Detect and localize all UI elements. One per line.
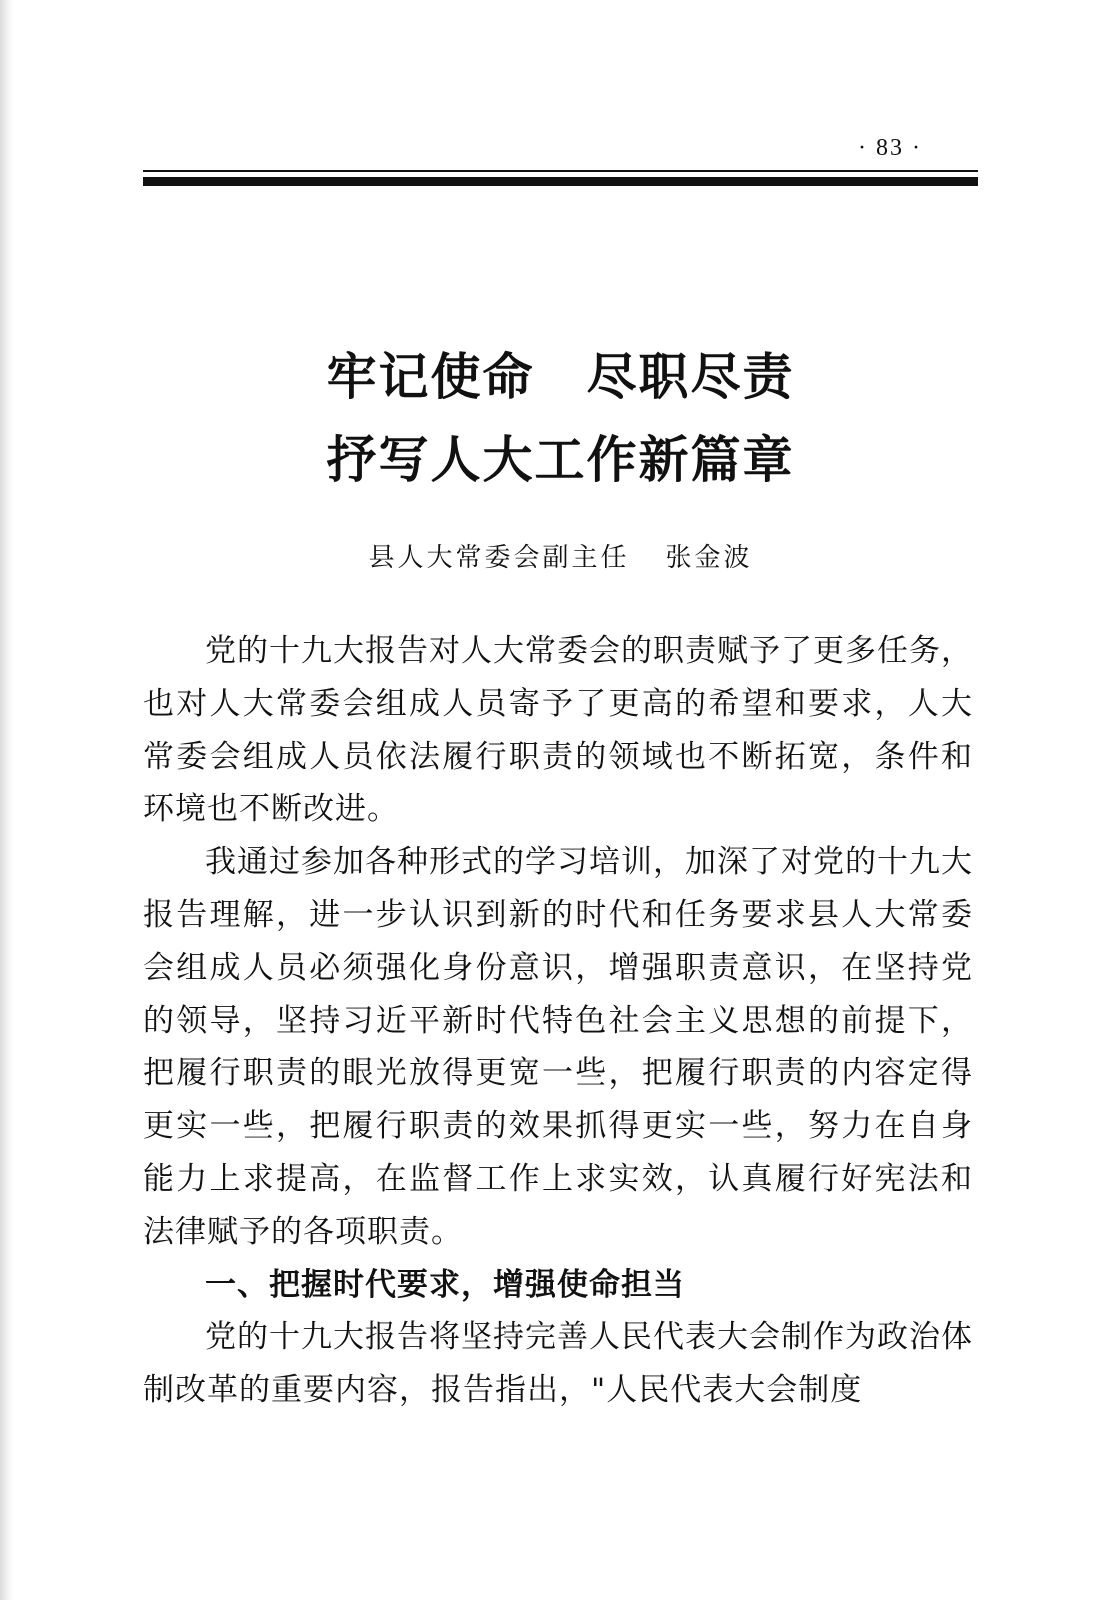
author-name: 张金波 (665, 543, 753, 573)
article-body (143, 625, 973, 1417)
paragraph-2: 我通过参加各种形式的学习培训，加深了对党的十九大报告理解，进一步认识到新的时代和任务要求县人大常委会组成人员必须强化身份意识，增强职责意识，在坚持党的领导，坚持习近平新时代特色社会主义思想的前提下，把履行职责的眼光放得更宽一些，把履行职责的内容定得更实一些，把履行职责的效果抓得更实一些，努力在自身能力上求提高，在监督工作上求实效，认真履行好宪法和法律赋予的各项职责。 (143, 844, 973, 1250)
article-title-line-2: 抒写人大工作新篇章 (326, 431, 795, 489)
section-heading: 一、把握时代要求，增强使命担当 (205, 1266, 685, 1303)
header-rule-thin (143, 170, 978, 172)
byline (143, 537, 978, 574)
scan-edge-shadow (0, 0, 14, 1600)
article-title-line-1: 牢记使命 尽职尽责 (326, 348, 795, 406)
author-title: 县人大常委会副主任 (368, 543, 630, 573)
page-number: · 83 · (858, 135, 922, 161)
header-rule-thick (143, 177, 978, 186)
paragraph-1: 党的十九大报告对人大常委会的职责赋予了更多任务，也对人大常委会组成人员寄予了更高的希望和要求，人大常委会组成人员依法履行职责的领域也不断拓宽，条件和环境也不断改进。 (143, 633, 973, 828)
section-paragraph: 党的十九大报告将坚持完善人民代表大会制作为政治体制改革的重要内容，报告指出，"人民代表大会制度 (143, 1319, 973, 1409)
